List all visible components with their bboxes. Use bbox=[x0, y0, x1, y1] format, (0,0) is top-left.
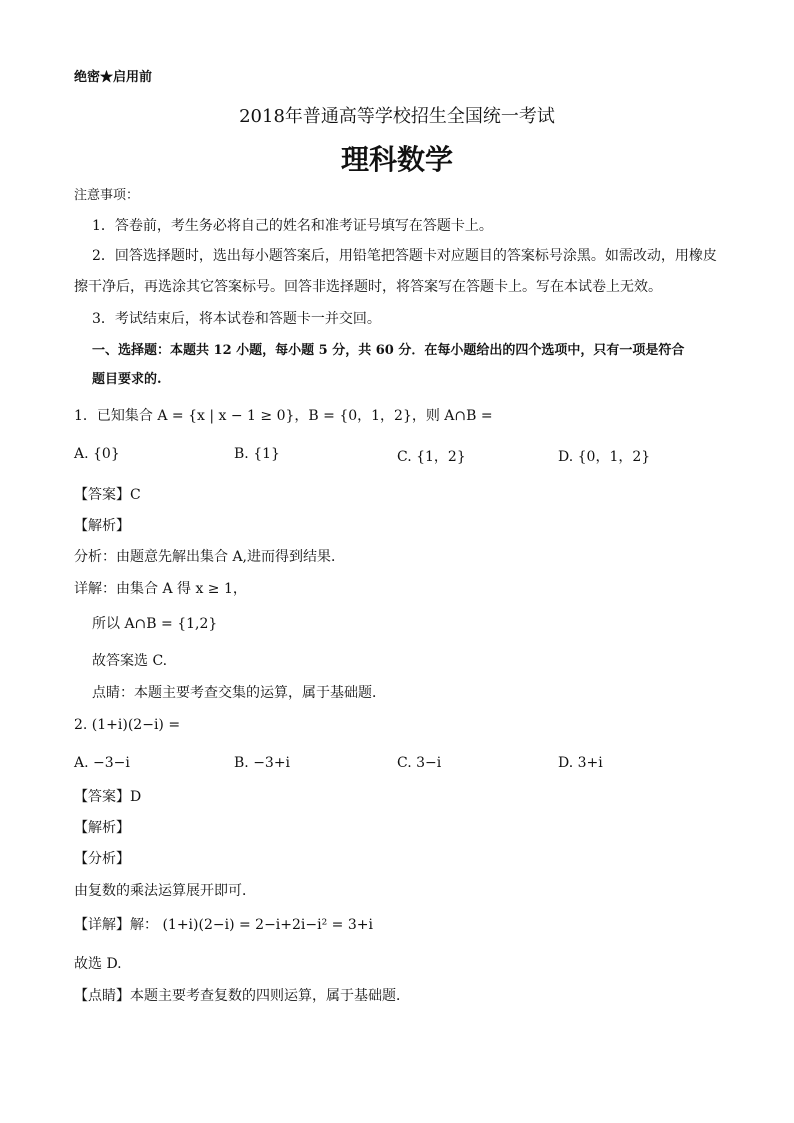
q2-option-d: D. 3+i bbox=[558, 755, 603, 771]
q2-fenxi-tag: 【分析】 bbox=[74, 851, 130, 867]
q2-option-a: A. −3−i bbox=[74, 755, 130, 771]
note-item: 1．答卷前，考生务必将自己的姓名和准考证号填写在答题卡上。 bbox=[92, 218, 493, 234]
section-header-cont: 题目要求的. bbox=[92, 372, 162, 387]
exam-title: 2018年普通高等学校招生全国统一考试 bbox=[239, 106, 555, 127]
q1-conclusion: 所以 A∩B = {1,2} bbox=[92, 616, 218, 632]
q1-option-b: B. {1} bbox=[234, 446, 280, 462]
q2-option-c: C. 3−i bbox=[397, 755, 442, 771]
confidential-label: 绝密★启用前 bbox=[74, 70, 153, 85]
q1-comment: 点睛：本题主要考查交集的运算，属于基础题． bbox=[92, 685, 386, 701]
q2-comment: 【点睛】本题主要考查复数的四则运算，属于基础题． bbox=[74, 988, 410, 1004]
q2-analysis-tag: 【解析】 bbox=[74, 820, 130, 836]
q1-choice: 故答案选 C. bbox=[92, 653, 168, 669]
q1-option-d: D. {0，1，2} bbox=[558, 449, 651, 465]
subject-title: 理科数学 bbox=[340, 143, 453, 176]
q2-choice: 故选 D. bbox=[74, 956, 122, 972]
q2-answer: 【答案】D bbox=[74, 789, 142, 805]
q1-analysis: 分析：由题意先解出集合 A,进而得到结果． bbox=[74, 549, 346, 565]
q1-analysis-tag: 【解析】 bbox=[74, 518, 130, 534]
q1-option-c: C. {1，2} bbox=[397, 449, 466, 465]
q1-answer: 【答案】C bbox=[74, 487, 141, 503]
question-1-stem: 1．已知集合 A = {x | x − 1 ≥ 0}，B = {0，1，2}，则 A∩B = bbox=[74, 408, 493, 424]
note-item: 3．考试结束后，将本试卷和答题卡一并交回。 bbox=[92, 311, 381, 327]
note-item: 2．回答选择题时，选出每小题答案后，用铅笔把答题卡对应题目的答案标号涂黑。如需改动，用橡皮 bbox=[92, 248, 717, 264]
q1-detail: 详解：由集合 A 得 x ≥ 1， bbox=[74, 581, 247, 597]
section-header: 一、选择题：本题共 12 小题，每小题 5 分，共 60 分．在每小题给出的四个选项中，只有一项是符合 bbox=[92, 343, 685, 358]
q2-fenxi: 由复数的乘法运算展开即可． bbox=[74, 883, 256, 899]
note-item: 擦干净后，再选涂其它答案标号。回答非选择题时，将答案写在答题卡上。写在本试卷上无效。 bbox=[74, 279, 662, 295]
q2-option-b: B. −3+i bbox=[234, 755, 291, 771]
question-2-stem: 2. (1+i)(2−i) = bbox=[74, 717, 181, 733]
q1-option-a: A. {0} bbox=[74, 446, 120, 462]
q2-detail: 【详解】解： (1+i)(2−i) = 2−i+2i−i² = 3+i bbox=[74, 917, 373, 933]
notes-heading: 注意事项： bbox=[74, 188, 140, 203]
